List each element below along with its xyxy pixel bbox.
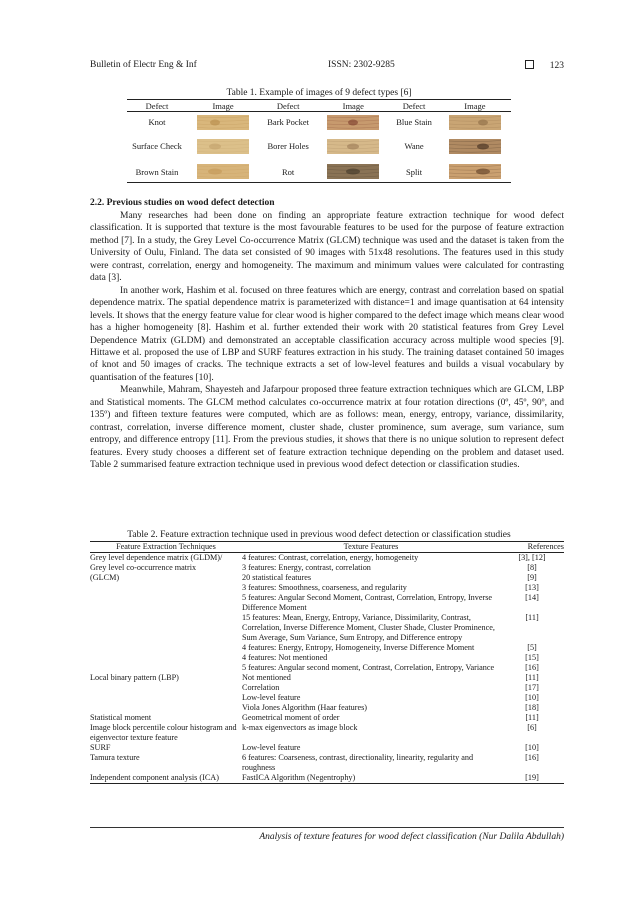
technique-cell	[90, 653, 242, 663]
reference-cell: [3], [12]	[518, 553, 546, 562]
technique-cell: Grey level dependence matrix (GLDM)/	[90, 553, 223, 562]
table2-header-row	[90, 542, 564, 553]
reference-cell: [10]	[525, 693, 539, 702]
technique-cell: SURF	[90, 743, 111, 752]
reference-cell: [9]	[527, 573, 537, 582]
reference-cell: [13]	[525, 583, 539, 592]
body-text	[90, 210, 564, 472]
features-cell: 4 features: Not mentioned	[242, 653, 328, 662]
table2-row	[90, 743, 564, 753]
table1-header-cell: Defect	[389, 100, 438, 112]
features-cell: Geometrical moment of order	[242, 713, 340, 722]
table1-header-cell: Image	[439, 100, 511, 112]
features-cell: Correlation	[242, 683, 280, 692]
footer-rule	[90, 827, 564, 828]
defect-name: Surface Check	[132, 141, 182, 151]
reference-cell: [17]	[525, 683, 539, 692]
table1-header-row	[127, 100, 511, 112]
technique-cell	[90, 663, 242, 673]
page-number: 123	[549, 61, 564, 71]
features-cell: 4 features: Energy, Entropy, Homogeneity, Inverse Difference Moment	[242, 643, 475, 652]
technique-cell	[90, 613, 242, 643]
reference-cell: [11]	[525, 713, 539, 722]
table1-row	[127, 161, 511, 183]
features-cell: 5 features: Angular Second Moment, Contrast, Correlation, Entropy, Inverse Difference Moment	[242, 593, 493, 612]
technique-cell: (GLCM)	[90, 573, 120, 582]
defect-name: Bark Pocket	[267, 117, 310, 127]
table1-caption: Table 1. Example of images of 9 defect types [6]	[226, 88, 412, 98]
wood-defect-image	[449, 115, 501, 130]
table1-header-cell: Image	[317, 100, 389, 112]
footer-text: Analysis of texture features for wood defect classification (Nur Dalila Abdullah)	[259, 832, 564, 842]
table1-row	[127, 112, 511, 133]
defect-image-cell	[439, 132, 511, 161]
features-cell: 15 features: Mean, Energy, Entropy, Variance, Dissimilarity, Contrast, Correlation, Inverse Difference Moment, Cluster Shade, Cluster Prominence, Sum Average, Sum Variance, Sum Entropy, and Difference entropy	[242, 613, 495, 642]
table2-row	[90, 753, 564, 773]
table1	[127, 99, 511, 183]
table2-row	[90, 643, 564, 653]
table2-header-cell: References	[500, 542, 564, 553]
wood-defect-image	[197, 164, 249, 179]
reference-cell: [8]	[527, 563, 537, 572]
reference-cell: [19]	[500, 773, 564, 784]
technique-cell	[90, 693, 242, 703]
defect-name: Blue Stain	[396, 117, 432, 127]
technique-cell	[90, 703, 242, 713]
defect-image-cell	[439, 161, 511, 183]
section-heading: 2.2. Previous studies on wood defect detection	[90, 198, 275, 208]
features-cell: Low-level feature	[242, 693, 301, 702]
table2-row	[90, 593, 564, 613]
table2-row	[90, 553, 564, 564]
wood-defect-image	[327, 115, 379, 130]
paragraph: Meanwhile, Mahram, Shayesteh and Jafarpour proposed three feature extraction techniques which are GLCM, LBP and Statistical moments. The GLCM method calculates co-occurrence matrix at four rotation directions (0º, 45º, 90º, and 135º) and fifteen texture features were computed, which are as follows: mean, energy, entropy, variance, dissimilarity, contrast, correlation, inverse difference moment, cluster shade, cluster prominence, sum average, sum variance, sum entropy, and difference entropy [11]. From the previous studies, it shows that there is no unique solution to represent defect features. Every study chooses a different set of feature extraction technique depending on the problem and dataset used. Table 2 summarised feature extraction technique used in previous wood defect detection or classification studies.	[90, 385, 564, 471]
wood-defect-image	[327, 139, 379, 154]
technique-cell	[90, 593, 242, 613]
defect-image-cell	[439, 112, 511, 133]
reference-cell: [16]	[525, 663, 539, 672]
table2-row	[90, 673, 564, 683]
defect-name: Rot	[259, 161, 317, 183]
features-cell: Viola Jones Algorithm (Haar features)	[242, 703, 368, 712]
defect-name: Brown Stain	[127, 161, 187, 183]
features-cell: 4 features: Contrast, correlation, energy, homogeneity	[242, 553, 419, 562]
table2	[90, 541, 564, 784]
table2-row	[90, 663, 564, 673]
table2-header-cell: Texture Features	[242, 542, 500, 553]
reference-cell: [15]	[525, 653, 539, 662]
defect-image-cell	[187, 112, 259, 133]
wood-defect-image	[197, 115, 249, 130]
table2-row	[90, 683, 564, 693]
table2-row	[90, 583, 564, 593]
features-cell: Low-level feature	[242, 743, 301, 752]
technique-cell: Independent component analysis (ICA)	[90, 773, 242, 784]
page-number-block	[525, 60, 564, 71]
features-cell: FastICA Algorithm (Negentrophy)	[242, 773, 500, 784]
reference-cell: [6]	[527, 723, 537, 732]
features-cell: 3 features: Smoothness, coarseness, and regularity	[242, 583, 407, 592]
defect-image-cell	[187, 161, 259, 183]
reference-cell: [10]	[525, 743, 539, 752]
features-cell: 6 features: Coarseness, contrast, directionality, linearity, regularity and roughness	[242, 753, 474, 772]
features-cell: 20 statistical features	[242, 573, 312, 582]
features-cell: 3 features: Energy, contrast, correlation	[242, 563, 371, 572]
defect-name: Knot	[148, 117, 166, 127]
technique-cell: Local binary pattern (LBP)	[90, 673, 179, 682]
technique-cell: Statistical moment	[90, 713, 152, 722]
features-cell: Not mentioned	[242, 673, 291, 682]
technique-cell	[90, 683, 242, 693]
defect-image-cell	[317, 161, 389, 183]
table1-header-cell: Defect	[127, 100, 187, 112]
defect-image-cell	[317, 112, 389, 133]
table2-row	[90, 713, 564, 723]
journal-name: Bulletin of Electr Eng & Inf	[90, 60, 197, 70]
table2-row	[90, 773, 564, 784]
table2-caption: Table 2. Feature extraction technique used in previous wood defect detection or classification studies	[127, 530, 511, 540]
table2-header-cell: Feature Extraction Techniques	[90, 542, 242, 553]
reference-cell: [11]	[525, 613, 539, 622]
table2-row	[90, 563, 564, 573]
technique-cell	[90, 583, 242, 593]
page-header	[90, 60, 564, 74]
paragraph: Many researches had been done on finding an appropriate feature extraction technique for wood defect classification. It is supported that texture is the most favourable features to be used for the purpose of feature extraction method [7]. In a study, the Grey Level Co-occurrence Matrix (GLCM) technique was used and the dataset is taken from the University of Oulu, Finland. The data set consisted of 90 images with 51x48 resolutions. The features used in this study were contrast, correlation, energy and homogeneity. The maximum and minimum values were calculated for contrasting data [3].	[90, 211, 564, 284]
checkbox-icon	[525, 60, 534, 69]
technique-cell: Tamura texture	[90, 753, 140, 762]
reference-cell: [5]	[527, 643, 537, 652]
table1-header-cell: Defect	[259, 100, 317, 112]
features-cell: k-max eigenvectors as image block	[242, 723, 358, 732]
table2-row	[90, 653, 564, 663]
wood-defect-image	[449, 164, 501, 179]
defect-name: Split	[389, 161, 438, 183]
reference-cell: [18]	[525, 703, 539, 712]
reference-cell: [11]	[525, 673, 539, 682]
features-cell: 5 features: Angular second moment, Contrast, Correlation, Entropy, Variance	[242, 663, 495, 672]
reference-cell: [14]	[525, 593, 539, 602]
wood-defect-image	[449, 139, 501, 154]
wood-defect-image	[197, 139, 249, 154]
table2-row	[90, 723, 564, 743]
table1-header-cell: Image	[187, 100, 259, 112]
table2-row	[90, 613, 564, 643]
defect-image-cell	[187, 132, 259, 161]
table2-row	[90, 703, 564, 713]
technique-cell	[90, 643, 242, 653]
defect-name: Wane	[404, 141, 424, 151]
issn: ISSN: 2302-9285	[328, 60, 395, 70]
table2-row	[90, 573, 564, 583]
technique-cell: Image block percentile colour histogram and eigenvector texture feature	[90, 723, 237, 742]
reference-cell: [16]	[525, 753, 539, 762]
paragraph: In another work, Hashim et al. focused on three features which are energy, contrast and correlation based on spatial dependence matrix. The spatial dependence matrix is parameterized with distance=1 and image quantisation at 64 intensity levels. It shows that the energy feature value for clear wood is higher compared to the defect image which means clear wood has a higher homogeneity [8]. Hashim et al. further extended their work with 20 statistical features from Grey Level Dependence Matrix (GLDM) and demonstrated an acceptable classification accuracy across multiple wood species [9]. Hittawe et al. proposed the use of LBP and SURF features extraction in his study. The training dataset contained 50 images of knot and 50 images of cracks. The technique extracts a set of low-level features and builds a visual vocabulary by quantisation of the features [10].	[90, 285, 564, 383]
defect-name: Borer Holes	[267, 141, 309, 151]
technique-cell: Grey level co-occurrence matrix	[90, 563, 197, 572]
defect-image-cell	[317, 132, 389, 161]
wood-defect-image	[327, 164, 379, 179]
table2-row	[90, 693, 564, 703]
table1-row	[127, 132, 511, 161]
